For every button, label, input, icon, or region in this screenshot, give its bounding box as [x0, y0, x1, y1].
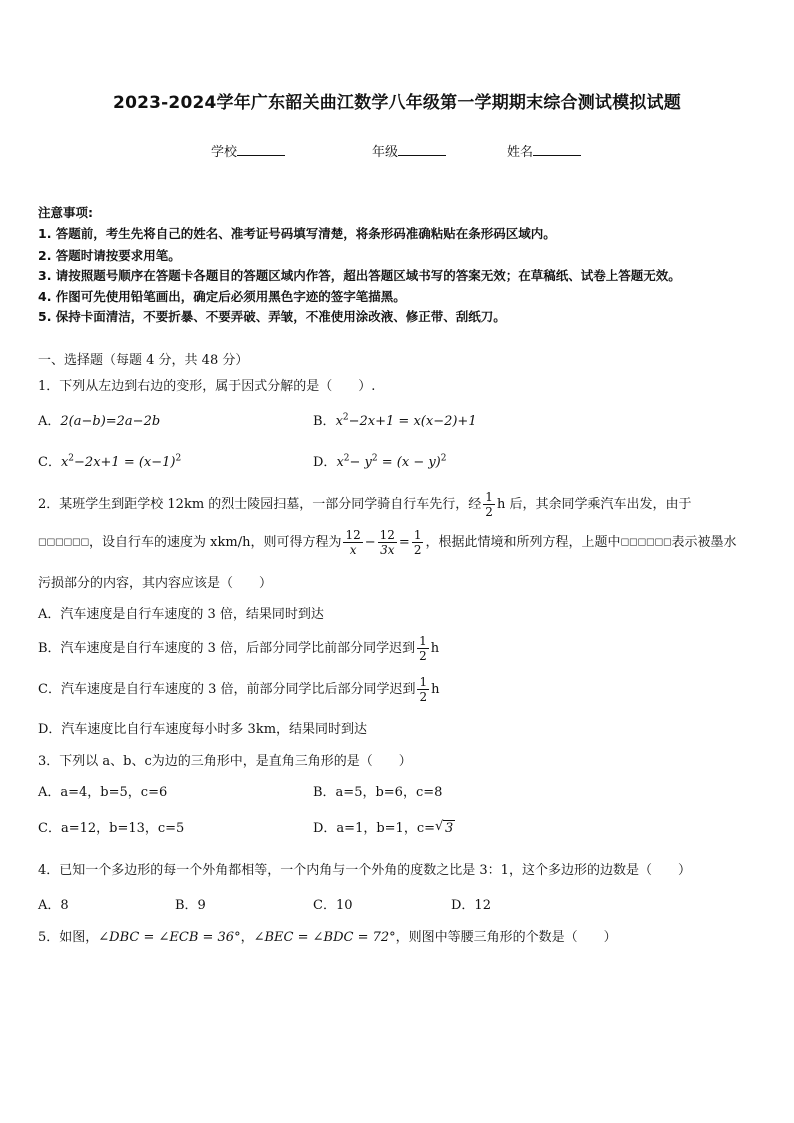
- option-label: D．: [313, 455, 337, 470]
- denominator: 2: [419, 649, 427, 663]
- fraction-half: [417, 675, 429, 704]
- option-expr: 2(a−b)=2a−2b: [60, 414, 161, 429]
- grade-blank[interactable]: [398, 143, 446, 156]
- option-text: B．汽车速度是自行车速度的 3 倍，后部分同学比前部分同学迟到: [38, 641, 416, 656]
- school-field: [211, 141, 285, 160]
- q1-option-c[interactable]: [38, 451, 181, 470]
- school-label: 学校: [211, 145, 238, 160]
- q4-option-a[interactable]: A．8: [38, 898, 69, 913]
- radicand: 3: [445, 821, 454, 836]
- fraction: [412, 528, 424, 557]
- denominator: 2: [413, 543, 422, 557]
- option-expr: x: [60, 455, 69, 470]
- superscript: 2: [175, 453, 182, 464]
- option-expr: −2x+1 = (x−1): [74, 455, 176, 470]
- numerator: 1: [419, 634, 427, 648]
- unit: h: [431, 682, 440, 697]
- option-text: C．汽车速度是自行车速度的 3 倍，前部分同学比后部分同学迟到: [38, 682, 416, 697]
- q1-option-b[interactable]: [313, 410, 477, 429]
- question-2-line-1: [38, 490, 691, 519]
- numerator: 12: [345, 528, 361, 542]
- q2-option-b[interactable]: [38, 634, 439, 663]
- superscript: 2: [342, 412, 349, 423]
- superscript: 2: [371, 453, 378, 464]
- numerator: 1: [419, 675, 428, 689]
- option-text: D．a=1，b=1，c=: [313, 821, 435, 836]
- fraction: [378, 528, 397, 557]
- math-expr: ∠BEC = ∠BDC = 72°: [253, 930, 396, 945]
- text: ，设自行车的速度为 xkm/h，则可得方程为: [89, 535, 342, 550]
- notice-item: 4. 作图可先使用铅笔画出，确定后必须用黑色字迹的签字笔描黑。: [38, 289, 406, 304]
- superscript: 2: [343, 453, 350, 464]
- notice-item: 3. 请按照题号顺序在答题卡各题目的答题区域内作答，超出答题区域书写的答案无效；在草稿纸、试卷上答题无效。: [38, 268, 681, 283]
- q3-option-a[interactable]: A．a=4，b=5，c=6: [38, 785, 168, 800]
- text: ，: [240, 930, 254, 945]
- option-label: B．: [313, 414, 336, 429]
- numerator: 1: [413, 528, 422, 542]
- name-field: [507, 141, 581, 160]
- option-label: A．: [38, 414, 61, 429]
- superscript: 2: [68, 453, 75, 464]
- denominator: x: [349, 543, 357, 557]
- option-expr: − y: [349, 455, 372, 470]
- q2-option-c[interactable]: [38, 675, 440, 704]
- fraction-half: [483, 490, 495, 519]
- text: 5．如图，: [38, 930, 99, 945]
- section-heading: 一、选择题（每题 4 分，共 48 分）: [38, 353, 249, 368]
- numerator: 12: [379, 528, 395, 542]
- option-expr: = (x − y): [377, 455, 441, 470]
- option-expr: −2x+1 = x(x−2)+1: [348, 414, 477, 429]
- unit: h: [430, 641, 440, 656]
- notice-item: 2. 答题时请按要求用笔。: [38, 248, 181, 263]
- denominator: 3x: [380, 543, 395, 557]
- text: 2．某班学生到距学校 12km 的烈士陵园扫墓，一部分同学骑自行车先行，经: [38, 497, 482, 512]
- school-blank[interactable]: [237, 143, 285, 156]
- option-label: C．: [38, 455, 61, 470]
- sqrt-symbol: √ 3: [435, 819, 454, 836]
- operator: =: [398, 535, 410, 550]
- text: h 后，其余同学乘汽车出发，由于: [496, 497, 692, 512]
- question-2-line-3: 污损部分的内容，其内容应该是（ ）: [38, 576, 273, 591]
- grade-label: 年级: [372, 145, 399, 160]
- fraction: [343, 528, 362, 557]
- text: ，则图中等腰三角形的个数是（ ）: [395, 930, 617, 945]
- q2-option-a[interactable]: A．汽车速度是自行车速度的 3 倍，结果同时到达: [38, 607, 324, 622]
- q1-option-d[interactable]: [313, 451, 447, 470]
- question-3-stem: 3．下列以 a、b、c为边的三角形中，是直角三角形的是（ ）: [38, 754, 412, 769]
- q4-option-b[interactable]: B．9: [175, 898, 206, 913]
- question-2-line-2: [38, 528, 737, 557]
- q1-option-a[interactable]: [38, 410, 160, 429]
- name-label: 姓名: [507, 145, 534, 160]
- ink-blot-placeholder: □□□□□□: [38, 537, 90, 548]
- numerator: 1: [485, 490, 493, 504]
- text: 表示被墨水: [671, 535, 737, 550]
- notice-item: 1. 答题前，考生先将自己的姓名、准考证号码填写清楚，将条形码准确粘贴在条形码区域内。: [38, 226, 556, 241]
- q3-option-d[interactable]: [313, 817, 455, 836]
- question-1-stem: 1．下列从左边到右边的变形，属于因式分解的是（ ）.: [38, 379, 376, 394]
- exam-title: 2023-2024学年广东韶关曲江数学八年级第一学期期末综合测试模拟试题: [113, 93, 681, 113]
- grade-field: [372, 141, 446, 160]
- q4-option-c[interactable]: C．10: [313, 898, 353, 913]
- q2-option-d[interactable]: D．汽车速度比自行车速度每小时多 3km，结果同时到达: [38, 722, 368, 737]
- question-4-stem: 4．已知一个多边形的每一个外角都相等，一个内角与一个外角的度数之比是 3：1，这个多边形的边数是（ ）: [38, 863, 691, 878]
- fraction-half: [417, 634, 429, 663]
- q4-option-d[interactable]: D．12: [451, 898, 491, 913]
- notice-heading: 注意事项:: [38, 205, 93, 220]
- q3-option-c[interactable]: C．a=12，b=13，c=5: [38, 821, 185, 836]
- text: ，根据此情境和所列方程，上题中: [425, 535, 621, 550]
- denominator: 2: [485, 505, 493, 519]
- denominator: 2: [419, 690, 428, 704]
- question-5-stem: [38, 926, 617, 945]
- option-expr: x: [335, 414, 343, 429]
- notice-item: 5. 保持卡面清洁，不要折暴、不要弄破、弄皱，不准使用涂改液、修正带、刮纸刀。: [38, 309, 506, 324]
- name-blank[interactable]: [533, 143, 581, 156]
- ink-blot-placeholder: □□□□□□: [620, 537, 672, 548]
- option-expr: x: [336, 455, 344, 470]
- q3-option-b[interactable]: B．a=5，b=6，c=8: [313, 785, 443, 800]
- operator: −: [364, 535, 376, 550]
- superscript: 2: [440, 453, 447, 464]
- math-expr: ∠DBC = ∠ECB = 36°: [98, 930, 241, 945]
